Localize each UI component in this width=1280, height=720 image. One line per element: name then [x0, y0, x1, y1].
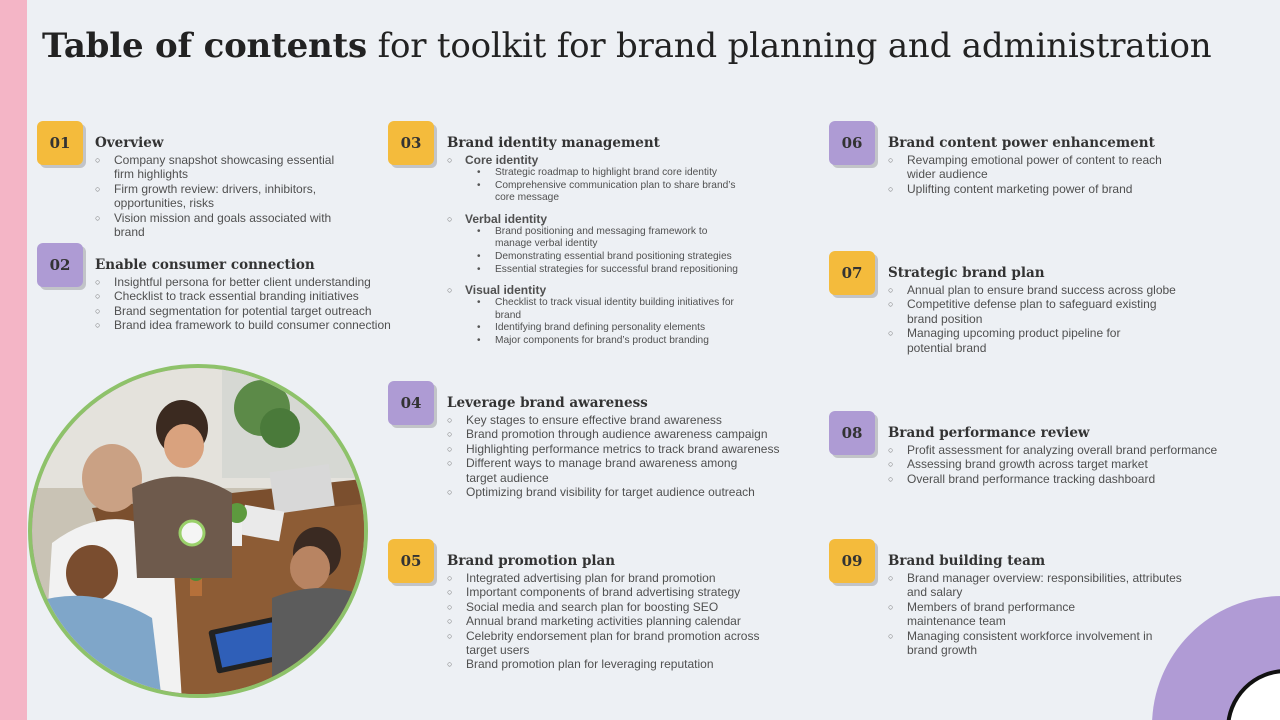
title-rest: for toolkit for brand planning and administration [366, 26, 1212, 66]
list-item: ○ Managing upcoming product pipeline for potential brand [888, 326, 1158, 355]
sub-heading: ○ Core identity [447, 153, 767, 167]
list-item: ○ Annual brand marketing activities planning calendar [447, 614, 777, 628]
meeting-illustration [32, 368, 368, 698]
section-overview [95, 135, 335, 239]
list-item: ○ Brand manager overview: responsibilities, attributes and salary [888, 571, 1188, 600]
list-item: ○ Vision mission and goals associated with brand [95, 211, 335, 240]
section-brand-performance-review [888, 425, 1233, 486]
list-item: ○ Assessing brand growth across target market [888, 457, 1233, 471]
section-title: Leverage brand awareness [447, 395, 648, 411]
badge-number: 02 [49, 256, 71, 274]
badge-06 [829, 121, 875, 165]
badge-number: 07 [841, 264, 863, 282]
left-accent-strip [0, 0, 27, 720]
list-item: ○ Celebrity endorsement plan for brand promotion across target users [447, 629, 777, 658]
team-meeting-photo [28, 364, 368, 698]
section-brand-identity-management [447, 135, 767, 348]
badge-number: 09 [841, 552, 863, 570]
badge-09 [829, 539, 875, 583]
list-item: ○ Optimizing brand visibility for target audience outreach [447, 485, 792, 499]
section-strategic-brand-plan [888, 265, 1188, 355]
list-item: ○ Company snapshot showcasing essential firm highlights [95, 153, 335, 182]
list-item: ○ Key stages to ensure effective brand awareness [447, 413, 792, 427]
list-item: ○ Social media and search plan for boosting SEO [447, 600, 777, 614]
list-item: ○ Brand promotion plan for leveraging reputation [447, 657, 777, 671]
badge-number: 05 [400, 552, 422, 570]
list-item: ○ Brand promotion through audience awareness campaign [447, 427, 792, 441]
list-item: ○ Members of brand performance maintenance team [888, 600, 1088, 629]
badge-03 [388, 121, 434, 165]
list-item: ○ Checklist to track essential branding initiatives [95, 289, 405, 303]
badge-08 [829, 411, 875, 455]
list-item: • Essential strategies for successful brand repositioning [447, 264, 767, 277]
section-title: Brand promotion plan [447, 553, 616, 569]
list-item: • Major components for brand’s product branding [447, 335, 767, 348]
list-item: ○ Firm growth review: drivers, inhibitors, opportunities, risks [95, 182, 335, 211]
list-item: • Demonstrating essential brand positioning strategies [447, 251, 767, 264]
list-item: • Comprehensive communication plan to share brand’s core message [447, 180, 757, 205]
list-item: ○ Brand idea framework to build consumer connection [95, 318, 405, 332]
section-title: Brand performance review [888, 425, 1090, 441]
section-enable-consumer-connection [95, 257, 405, 333]
badge-number: 03 [400, 134, 422, 152]
list-item: ○ Profit assessment for analyzing overall brand performance [888, 443, 1233, 457]
spacer [447, 276, 767, 283]
list-item: ○ Brand segmentation for potential target outreach [95, 304, 405, 318]
section-title: Strategic brand plan [888, 265, 1045, 281]
section-title: Brand content power enhancement [888, 135, 1155, 151]
list-item: ○ Overall brand performance tracking dashboard [888, 472, 1233, 486]
spacer [447, 205, 767, 212]
section-brand-content-power-enhancement [888, 135, 1178, 196]
list-item: ○ Competitive defense plan to safeguard existing brand position [888, 297, 1173, 326]
list-item: • Checklist to track visual identity building initiatives for brand [447, 297, 747, 322]
list-item: ○ Important components of brand advertising strategy [447, 585, 777, 599]
list-item: ○ Uplifting content marketing power of brand [888, 182, 1178, 196]
badge-number: 01 [49, 134, 71, 152]
page-title [42, 26, 1211, 66]
badge-01 [37, 121, 83, 165]
list-item: • Strategic roadmap to highlight brand core identity [447, 167, 767, 180]
section-title: Overview [95, 135, 164, 151]
section-title: Brand building team [888, 553, 1046, 569]
sub-heading: ○ Verbal identity [447, 212, 767, 226]
section-leverage-brand-awareness [447, 395, 792, 499]
list-item: • Identifying brand defining personality elements [447, 322, 767, 335]
list-item: ○ Revamping emotional power of content to reach wider audience [888, 153, 1173, 182]
sub-heading: ○ Visual identity [447, 283, 767, 297]
section-title: Brand identity management [447, 135, 660, 151]
section-brand-promotion-plan [447, 553, 777, 672]
list-item: ○ Different ways to manage brand awareness among target audience [447, 456, 757, 485]
badge-07 [829, 251, 875, 295]
section-title: Enable consumer connection [95, 257, 315, 273]
list-item: • Brand positioning and messaging framework to manage verbal identity [447, 226, 732, 251]
badge-number: 06 [841, 134, 863, 152]
badge-number: 04 [400, 394, 422, 412]
section-brand-building-team [888, 553, 1193, 657]
badge-number: 08 [841, 424, 863, 442]
badge-02 [37, 243, 83, 287]
list-item: ○ Integrated advertising plan for brand promotion [447, 571, 777, 585]
list-item: ○ Highlighting performance metrics to track brand awareness [447, 442, 792, 456]
list-item: ○ Annual plan to ensure brand success across globe [888, 283, 1188, 297]
list-item: ○ Managing consistent workforce involvement in brand growth [888, 629, 1168, 658]
badge-05 [388, 539, 434, 583]
list-item: ○ Insightful persona for better client understanding [95, 275, 405, 289]
title-bold: Table of contents [42, 26, 367, 66]
badge-04 [388, 381, 434, 425]
